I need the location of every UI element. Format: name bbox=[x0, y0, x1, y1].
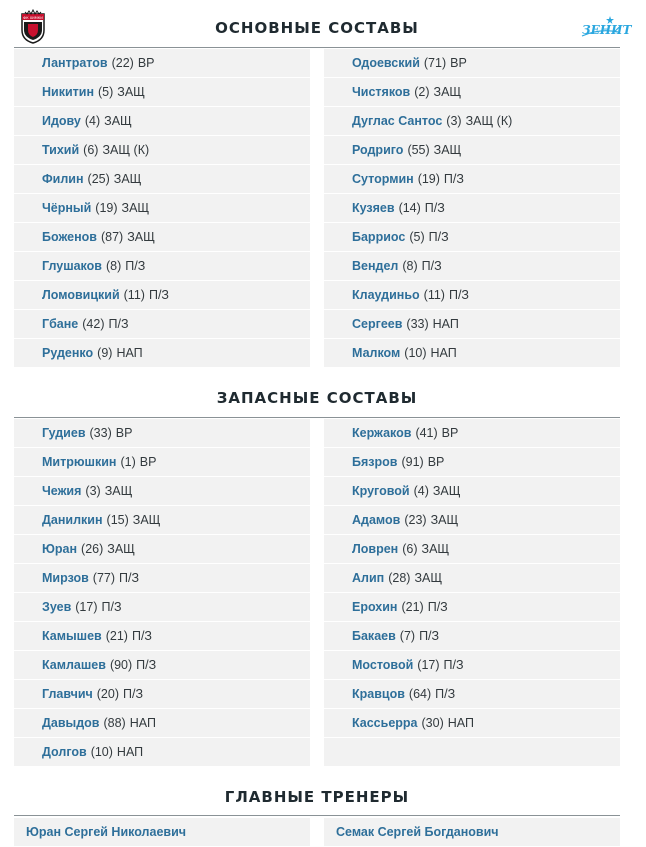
player-number: (4) bbox=[413, 484, 429, 498]
player-position: ЗАЩ bbox=[104, 484, 133, 498]
player-number: (17) bbox=[75, 600, 98, 614]
player-name-link[interactable]: Одоевский bbox=[352, 56, 420, 70]
player-name-link[interactable]: Адамов bbox=[352, 513, 401, 527]
divider bbox=[14, 417, 620, 418]
player-position: ВР bbox=[427, 455, 445, 469]
player-position: П/З bbox=[424, 201, 445, 215]
player-name-link[interactable]: Чёрный bbox=[42, 201, 92, 215]
divider bbox=[14, 815, 620, 816]
player-name-link[interactable]: Давыдов bbox=[42, 716, 100, 730]
player-position: НАП bbox=[432, 317, 459, 331]
player-position: П/З bbox=[428, 230, 449, 244]
player-position: П/З bbox=[101, 600, 122, 614]
player-position: НАП bbox=[447, 716, 474, 730]
player-name-link[interactable]: Никитин bbox=[42, 85, 95, 99]
player-row[interactable] bbox=[14, 281, 310, 309]
player-row[interactable] bbox=[324, 448, 620, 476]
player-name-link[interactable]: Филин bbox=[42, 172, 84, 186]
player-name-link[interactable]: Лантратов bbox=[42, 56, 108, 70]
player-row[interactable] bbox=[14, 78, 310, 106]
player-name-link[interactable]: Кассьерра bbox=[352, 716, 418, 730]
player-name-link[interactable]: Ломовицкий bbox=[42, 288, 120, 302]
player-number: (5) bbox=[98, 85, 114, 99]
player-row[interactable] bbox=[14, 223, 310, 251]
player-number: (91) bbox=[401, 455, 424, 469]
player-row[interactable] bbox=[14, 310, 310, 338]
player-row[interactable] bbox=[324, 593, 620, 621]
player-position: ВР bbox=[137, 56, 155, 70]
player-row[interactable] bbox=[324, 622, 620, 650]
player-row[interactable] bbox=[14, 709, 310, 737]
player-number: (23) bbox=[404, 513, 427, 527]
player-row[interactable] bbox=[324, 535, 620, 563]
player-number: (87) bbox=[100, 230, 124, 244]
player-row[interactable] bbox=[324, 223, 620, 251]
player-number: (3) bbox=[85, 484, 101, 498]
player-row[interactable] bbox=[14, 738, 310, 766]
player-number: (14) bbox=[398, 201, 421, 215]
player-row[interactable] bbox=[14, 448, 310, 476]
player-number: (19) bbox=[417, 172, 440, 186]
player-name-link[interactable]: Кузяев bbox=[352, 201, 395, 215]
player-name-link[interactable]: Чежия bbox=[42, 484, 82, 498]
player-row[interactable] bbox=[14, 564, 310, 592]
player-number: (30) bbox=[421, 716, 444, 730]
player-position: ЗАЩ bbox=[107, 542, 135, 556]
player-number: (21) bbox=[105, 629, 128, 643]
player-row[interactable] bbox=[324, 310, 620, 338]
player-position: ЗАЩ bbox=[104, 114, 132, 128]
player-name-link[interactable]: Малком bbox=[352, 346, 401, 360]
player-name-link[interactable]: Мостовой bbox=[352, 658, 414, 672]
player-name-link[interactable]: Глушаков bbox=[42, 259, 102, 273]
player-number: (8) bbox=[105, 259, 122, 273]
player-number: (64) bbox=[408, 687, 432, 701]
player-position: ЗАЩ bbox=[433, 143, 462, 157]
player-row[interactable] bbox=[324, 339, 620, 367]
player-position: НАП bbox=[129, 716, 156, 730]
player-number: (7) bbox=[399, 629, 416, 643]
player-position: ЗАЩ bbox=[113, 172, 142, 186]
player-number: (22) bbox=[111, 56, 134, 70]
player-row[interactable] bbox=[324, 252, 620, 280]
player-number: (5) bbox=[409, 230, 425, 244]
player-position: П/З bbox=[125, 259, 146, 273]
player-position: ЗАЩ bbox=[433, 85, 462, 99]
player-position: ЗАЩ bbox=[121, 201, 150, 215]
player-number: (8) bbox=[402, 259, 418, 273]
player-position: П/З bbox=[136, 658, 157, 672]
player-number: (88) bbox=[103, 716, 126, 730]
player-position: П/З bbox=[421, 259, 442, 273]
player-name-link[interactable]: Круговой bbox=[352, 484, 410, 498]
player-row[interactable] bbox=[324, 281, 620, 309]
player-name-link[interactable]: Барриос bbox=[352, 230, 406, 244]
player-number: (9) bbox=[97, 346, 113, 360]
player-row[interactable] bbox=[324, 107, 620, 135]
player-position: ЗАЩ bbox=[132, 513, 161, 527]
player-row[interactable] bbox=[14, 107, 310, 135]
player-position: ЗАЩ bbox=[432, 484, 461, 498]
player-position: П/З bbox=[448, 288, 469, 302]
player-number: (55) bbox=[407, 143, 430, 157]
player-name-link[interactable]: Ерохин bbox=[352, 600, 398, 614]
player-row[interactable] bbox=[324, 419, 620, 447]
player-name-link[interactable]: Чистяков bbox=[352, 85, 411, 99]
player-number: (90) bbox=[109, 658, 133, 672]
svg-text:ФК ХИМКИ: ФК ХИМКИ bbox=[23, 16, 43, 20]
player-number: (21) bbox=[401, 600, 424, 614]
player-number: (4) bbox=[84, 114, 101, 128]
player-position: НАП bbox=[430, 346, 457, 360]
player-name-link[interactable]: Митрюшкин bbox=[42, 455, 117, 469]
player-row[interactable] bbox=[324, 680, 620, 708]
player-number: (6) bbox=[83, 143, 99, 157]
player-name-link[interactable]: Боженов bbox=[42, 230, 97, 244]
player-row[interactable] bbox=[14, 622, 310, 650]
player-row[interactable] bbox=[324, 506, 620, 534]
player-position: ЗАЩ bbox=[117, 85, 145, 99]
player-position: П/З bbox=[108, 317, 129, 331]
svg-text:ЗЕНИТ: ЗЕНИТ bbox=[582, 23, 632, 37]
lineups-title: ОСНОВНЫЕ СОСТАВЫ bbox=[215, 19, 419, 37]
player-position: П/З bbox=[427, 600, 448, 614]
away-subs-list bbox=[324, 419, 620, 767]
player-name-link[interactable]: Идову bbox=[42, 114, 81, 128]
player-row[interactable] bbox=[14, 194, 310, 222]
player-position: ВР bbox=[139, 455, 157, 469]
player-position: П/З bbox=[119, 571, 140, 585]
player-name-link[interactable]: Камлашев bbox=[42, 658, 106, 672]
away-coach-link[interactable]: Семак Сергей Богданович bbox=[324, 818, 620, 846]
player-row[interactable] bbox=[324, 165, 620, 193]
away-starters-list bbox=[324, 49, 620, 368]
player-name-link[interactable]: Юран bbox=[42, 542, 78, 556]
player-row[interactable] bbox=[324, 78, 620, 106]
player-name-link[interactable]: Алип bbox=[352, 571, 385, 585]
player-row[interactable] bbox=[14, 136, 310, 164]
player-number: (11) bbox=[423, 288, 445, 302]
player-row[interactable] bbox=[324, 194, 620, 222]
coaches-title: ГЛАВНЫЕ ТРЕНЕРЫ bbox=[224, 788, 410, 806]
player-number: (10) bbox=[90, 745, 113, 759]
player-name-link[interactable]: Мирзов bbox=[42, 571, 89, 585]
player-position: ВР bbox=[450, 56, 467, 70]
player-number: (6) bbox=[402, 542, 418, 556]
player-position: П/З bbox=[443, 658, 464, 672]
player-name-link[interactable]: Данилкин bbox=[42, 513, 103, 527]
player-position: П/З bbox=[131, 629, 152, 643]
player-row[interactable] bbox=[324, 136, 620, 164]
player-row[interactable] bbox=[14, 535, 310, 563]
player-name-link[interactable]: Вендел bbox=[352, 259, 399, 273]
player-name-link[interactable]: Гудиев bbox=[42, 426, 86, 440]
player-number: (33) bbox=[89, 426, 112, 440]
player-position: ВР bbox=[441, 426, 459, 440]
player-number: (1) bbox=[120, 455, 136, 469]
player-position: П/З bbox=[443, 172, 464, 186]
player-position: НАП bbox=[116, 745, 144, 759]
player-position: НАП bbox=[116, 346, 143, 360]
home-subs-list bbox=[14, 419, 310, 767]
player-row[interactable] bbox=[14, 49, 310, 77]
player-row[interactable] bbox=[324, 49, 620, 77]
player-row[interactable] bbox=[324, 477, 620, 505]
player-row[interactable] bbox=[14, 477, 310, 505]
player-name-link[interactable]: Ловрен bbox=[352, 542, 399, 556]
player-name-link[interactable]: Сутормин bbox=[352, 172, 414, 186]
player-row[interactable] bbox=[14, 593, 310, 621]
player-position: ЗАЩ bbox=[421, 542, 450, 556]
player-position: ЗАЩ (К) bbox=[465, 114, 513, 128]
player-name-link[interactable]: Долгов bbox=[42, 745, 87, 759]
player-row[interactable] bbox=[14, 651, 310, 679]
player-row[interactable] bbox=[14, 165, 310, 193]
player-row[interactable] bbox=[14, 680, 310, 708]
player-number: (25) bbox=[87, 172, 110, 186]
player-position: П/З bbox=[435, 687, 456, 701]
player-number: (17) bbox=[417, 658, 440, 672]
player-row[interactable] bbox=[324, 651, 620, 679]
player-name-link[interactable]: Камышев bbox=[42, 629, 102, 643]
player-name-link[interactable]: Кравцов bbox=[352, 687, 405, 701]
player-number: (33) bbox=[406, 317, 429, 331]
player-number: (41) bbox=[415, 426, 438, 440]
player-position: ЗАЩ bbox=[430, 513, 459, 527]
player-position: П/З bbox=[123, 687, 144, 701]
player-name-link[interactable]: Тихий bbox=[42, 143, 80, 157]
player-name-link[interactable]: Бакаев bbox=[352, 629, 396, 643]
player-number: (26) bbox=[81, 542, 104, 556]
player-name-link[interactable]: Кержаков bbox=[352, 426, 412, 440]
player-name-link[interactable]: Клаудиньо bbox=[352, 288, 420, 302]
player-row[interactable] bbox=[14, 419, 310, 447]
player-number: (15) bbox=[106, 513, 129, 527]
player-number: (19) bbox=[95, 201, 118, 215]
player-position: П/З bbox=[419, 629, 440, 643]
player-row[interactable] bbox=[14, 506, 310, 534]
player-name-link[interactable]: Бязров bbox=[352, 455, 398, 469]
player-row[interactable] bbox=[14, 339, 310, 367]
player-number: (71) bbox=[423, 56, 447, 70]
player-number: (11) bbox=[123, 288, 145, 302]
divider bbox=[14, 47, 620, 48]
player-number: (20) bbox=[96, 687, 119, 701]
player-name-link[interactable]: Гбане bbox=[42, 317, 79, 331]
player-row[interactable] bbox=[324, 564, 620, 592]
home-starters-list bbox=[14, 49, 310, 368]
empty-row bbox=[324, 738, 620, 766]
player-name-link[interactable]: Сергеев bbox=[352, 317, 403, 331]
player-number: (28) bbox=[388, 571, 411, 585]
player-position: ЗАЩ bbox=[127, 230, 155, 244]
player-number: (3) bbox=[446, 114, 462, 128]
subs-title: ЗАПАСНЫЕ СОСТАВЫ bbox=[216, 389, 418, 407]
player-position: П/З bbox=[148, 288, 169, 302]
home-coach-link[interactable]: Юран Сергей Николаевич bbox=[14, 818, 310, 846]
player-position: ЗАЩ (К) bbox=[102, 143, 150, 157]
player-name-link[interactable]: Руденко bbox=[42, 346, 94, 360]
player-position: ВР bbox=[115, 426, 133, 440]
player-row[interactable] bbox=[14, 252, 310, 280]
player-name-link[interactable]: Главчич bbox=[42, 687, 93, 701]
player-row[interactable] bbox=[324, 709, 620, 737]
player-name-link[interactable]: Дуглас Сантос bbox=[352, 114, 443, 128]
player-number: (42) bbox=[82, 317, 105, 331]
player-number: (77) bbox=[92, 571, 116, 585]
player-number: (10) bbox=[404, 346, 427, 360]
player-number: (2) bbox=[414, 85, 430, 99]
player-position: ЗАЩ bbox=[414, 571, 443, 585]
player-name-link[interactable]: Зуев bbox=[42, 600, 72, 614]
player-name-link[interactable]: Родриго bbox=[352, 143, 404, 157]
